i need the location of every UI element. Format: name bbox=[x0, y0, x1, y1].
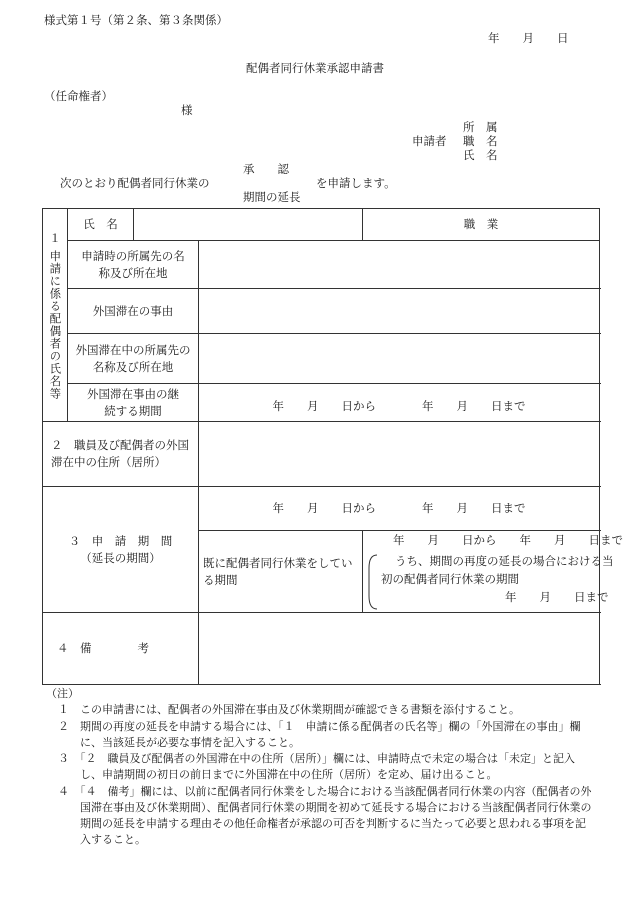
section-4-label: ４ 備 考 bbox=[43, 613, 199, 685]
section-1-label-cell bbox=[43, 209, 68, 422]
applicant-label: 申請者 bbox=[412, 134, 447, 148]
employer-label: 申請時の所属先の名称及び所在地 bbox=[68, 241, 199, 289]
form-number: 様式第１号（第２条、第３条関係） bbox=[44, 13, 228, 27]
notes bbox=[46, 686, 594, 849]
spouse-name-field[interactable] bbox=[134, 209, 363, 241]
reason-label: 外国滞在の事由 bbox=[68, 289, 199, 334]
note-item-2: ２ 期間の再度の延長を申請する場合には、「１ 申請に係る配偶者の氏名等」欄の「外国滞在の事由」欄に、当該延長が必要な事情を記入すること。 bbox=[58, 719, 581, 749]
section-3-period-field[interactable]: 年 月 日から 年 月 日まで bbox=[199, 487, 600, 531]
applicant-field-title: 職 名 bbox=[463, 134, 498, 148]
reason-field[interactable] bbox=[199, 289, 600, 334]
applicant-field-affiliation: 所 属 bbox=[463, 120, 498, 134]
foreign-employer-label: 外国滞在中の所属先の名称及び所在地 bbox=[68, 334, 199, 384]
section-2-field[interactable] bbox=[199, 422, 600, 487]
intro-suffix: を申請します。 bbox=[316, 176, 396, 190]
section-3-label: ３ 申 請 期 間 bbox=[68, 533, 173, 548]
section-3-label-cell bbox=[43, 487, 199, 613]
section-3-sub: （延長の期間） bbox=[80, 550, 161, 565]
section-1-number: １ bbox=[49, 230, 61, 245]
applicant-field-name: 氏 名 bbox=[463, 148, 498, 162]
duration-field[interactable]: 年 月 日から 年 月 日まで bbox=[199, 384, 600, 422]
note-item-4: ４ 「４ 備考」欄には、以前に配偶者同行休業をした場合における当該配偶者同行休業の内容（配偶者の外国滞在事由及び休業期間）、配偶者同行休業の期間を初めて延長する場合における当該配偶者同行休業の期間の延長を申請する理由その他任命権者が承認の可否を判断するに当たって必要と思われる事項を記入すること。 bbox=[58, 784, 592, 847]
prior-leave-field[interactable] bbox=[363, 531, 624, 613]
spouse-occupation-label: 職 業 bbox=[363, 209, 600, 241]
section-4-field[interactable] bbox=[199, 613, 600, 685]
date-line: 年 月 日 bbox=[488, 31, 569, 45]
prior-leave-period: 年 月 日から 年 月 日まで bbox=[393, 532, 624, 547]
intro-prefix: 次のとおり配偶者同行休業の bbox=[60, 176, 210, 190]
sama-label: 様 bbox=[181, 103, 193, 117]
duration-label: 外国滞在事由の継続する期間 bbox=[68, 384, 199, 422]
foreign-employer-field[interactable] bbox=[199, 334, 600, 384]
prior-leave-note-2: 初の配偶者同行休業の期間 bbox=[381, 571, 520, 586]
page-title: 配偶者同行休業承認申請書 bbox=[246, 61, 384, 75]
application-table bbox=[42, 208, 624, 685]
employer-field[interactable] bbox=[199, 241, 600, 289]
prior-leave-label: 既に配偶者同行休業をしている期間 bbox=[199, 531, 363, 613]
section-2-label: ２ 職員及び配偶者の外国滞在中の住所（居所） bbox=[43, 422, 199, 487]
prior-leave-note-date: 年 月 日まで bbox=[505, 589, 609, 604]
appointer-label: （任命権者） bbox=[44, 89, 113, 103]
section-1-label: 申請に係る配偶者の氏名等 bbox=[48, 250, 63, 401]
intro-option-extension: 期間の延長 bbox=[243, 190, 301, 204]
note-item-1: １ この申請書には、配偶者の外国滞在事由及び休業期間が確認できる書類を添付すること。 bbox=[58, 703, 520, 717]
prior-leave-note-1: うち、期間の再度の延長の場合における当 bbox=[395, 553, 614, 568]
spouse-name-label: 氏 名 bbox=[68, 209, 134, 241]
notes-heading: （注） bbox=[46, 687, 79, 700]
note-item-3: ３ 「２ 職員及び配偶者の外国滞在中の住所（居所）」欄には、申請時点で未定の場合は「未定」と記入し、申請期間の初日の前日までに外国滞在中の住所（居所）を定め、届け出ること。 bbox=[58, 752, 575, 782]
intro-option-approval: 承 認 bbox=[243, 162, 289, 176]
